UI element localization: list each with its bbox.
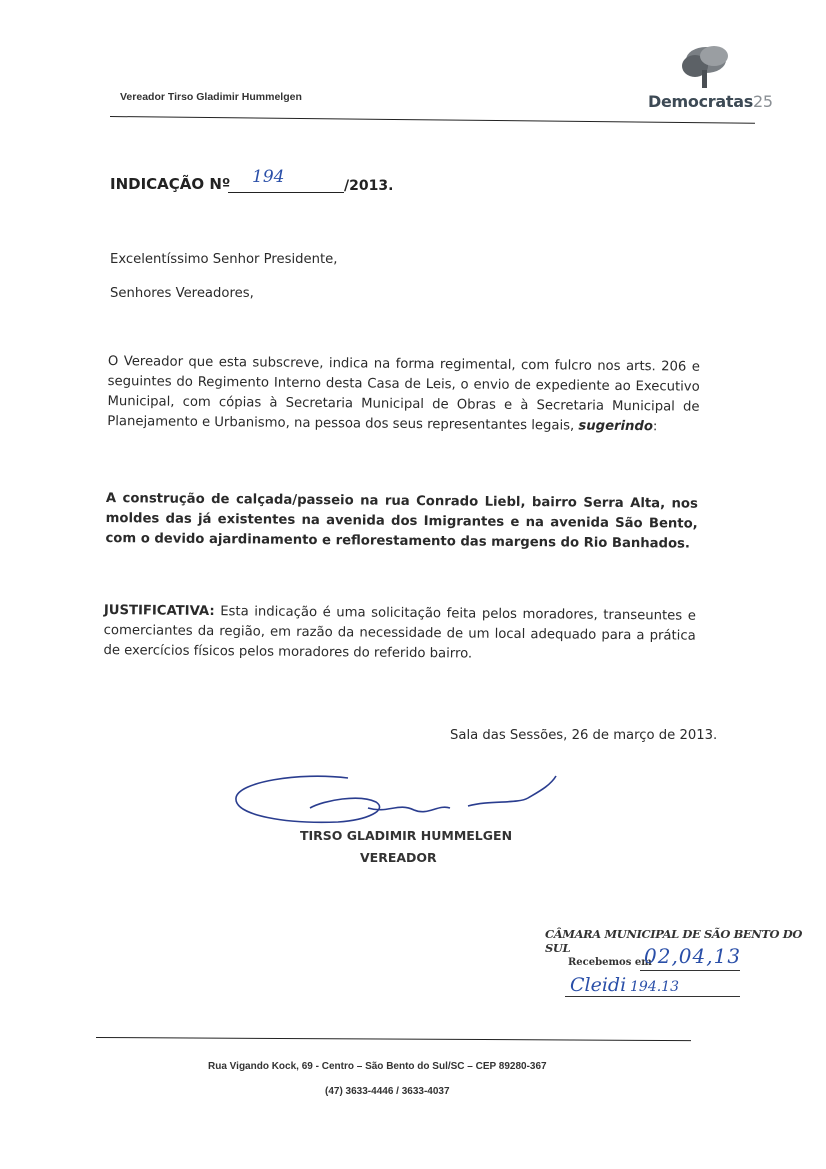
footer-phone: (47) 3633-4446 / 3633-4037 [325, 1086, 450, 1097]
stamp-date-line [640, 970, 740, 971]
stamp-title: CÂMARA MUNICIPAL DE SÃO BENTO DO SUL [545, 927, 802, 955]
handwritten-number: 194 [252, 167, 285, 187]
footer-address: Rua Vigando Kock, 69 - Centro – São Bento do Sul/SC – CEP 89280-367 [208, 1061, 547, 1072]
signer-name: TIRSO GLADIMIR HUMMELGEN [300, 828, 513, 843]
title-number-line [228, 192, 344, 193]
session-date: Sala das Sessões, 26 de março de 2013. [450, 728, 718, 743]
request-paragraph: A construção de calçada/passeio na rua Conrado Liebl, bairro Serra Alta, nos moldes das já existentes na avenida dos Imigrantes e na avenida São Bento, com o devido ajardinamento e reflorestamento das margens do Rio Banhados. [105, 490, 698, 552]
tree-icon [674, 44, 734, 90]
stamp-received-label: Recebemos em [568, 957, 652, 968]
header-divider [110, 116, 755, 124]
stamp-initials: Cleidi [570, 974, 627, 996]
title-year: /2013. [344, 178, 394, 194]
party-logo-number: 25 [752, 92, 773, 111]
intro-paragraph [107, 352, 700, 438]
justification-label: JUSTIFICATIVA: [103, 602, 215, 620]
intro-text: O Vereador que esta subscreve, indica na forma regimental, com fulcro nos arts. 206 e seguintes do Regimento Interno desta Casa de Leis, o envio de expediente ao Executivo Municipal, com cópias à Secretaria Municipal de Obras e à Secretaria Municipal de Planejamento e Urbanismo, na pessoa dos seus representantes legais, [107, 353, 700, 434]
stamp-received-date: 02,04,13 [644, 944, 742, 968]
justification-text: Esta indicação é uma solicitação feita pelos moradores, transeuntes e comerciantes da região, em razão da necessidade de um local adequado para a prática de exercícios físicos pelos moradores do referido bairro. [103, 604, 696, 662]
document-title: INDICAÇÃO Nº [110, 175, 231, 193]
intro-emphasis: sugerindo [578, 418, 654, 435]
intro-end: : [652, 419, 658, 435]
party-logo-text: Democratas [648, 92, 753, 111]
justification-paragraph [103, 601, 696, 667]
party-logo [648, 92, 773, 111]
stamp-reference: 194.13 [630, 979, 679, 995]
footer-divider [96, 1037, 691, 1041]
greeting-line-2: Senhores Vereadores, [110, 286, 254, 301]
header-author: Vereador Tirso Gladimir Hummelgen [120, 91, 302, 103]
signer-role: VEREADOR [360, 850, 437, 865]
greeting-line-1: Excelentíssimo Senhor Presidente, [110, 252, 338, 267]
stamp-signature-line [565, 996, 740, 997]
